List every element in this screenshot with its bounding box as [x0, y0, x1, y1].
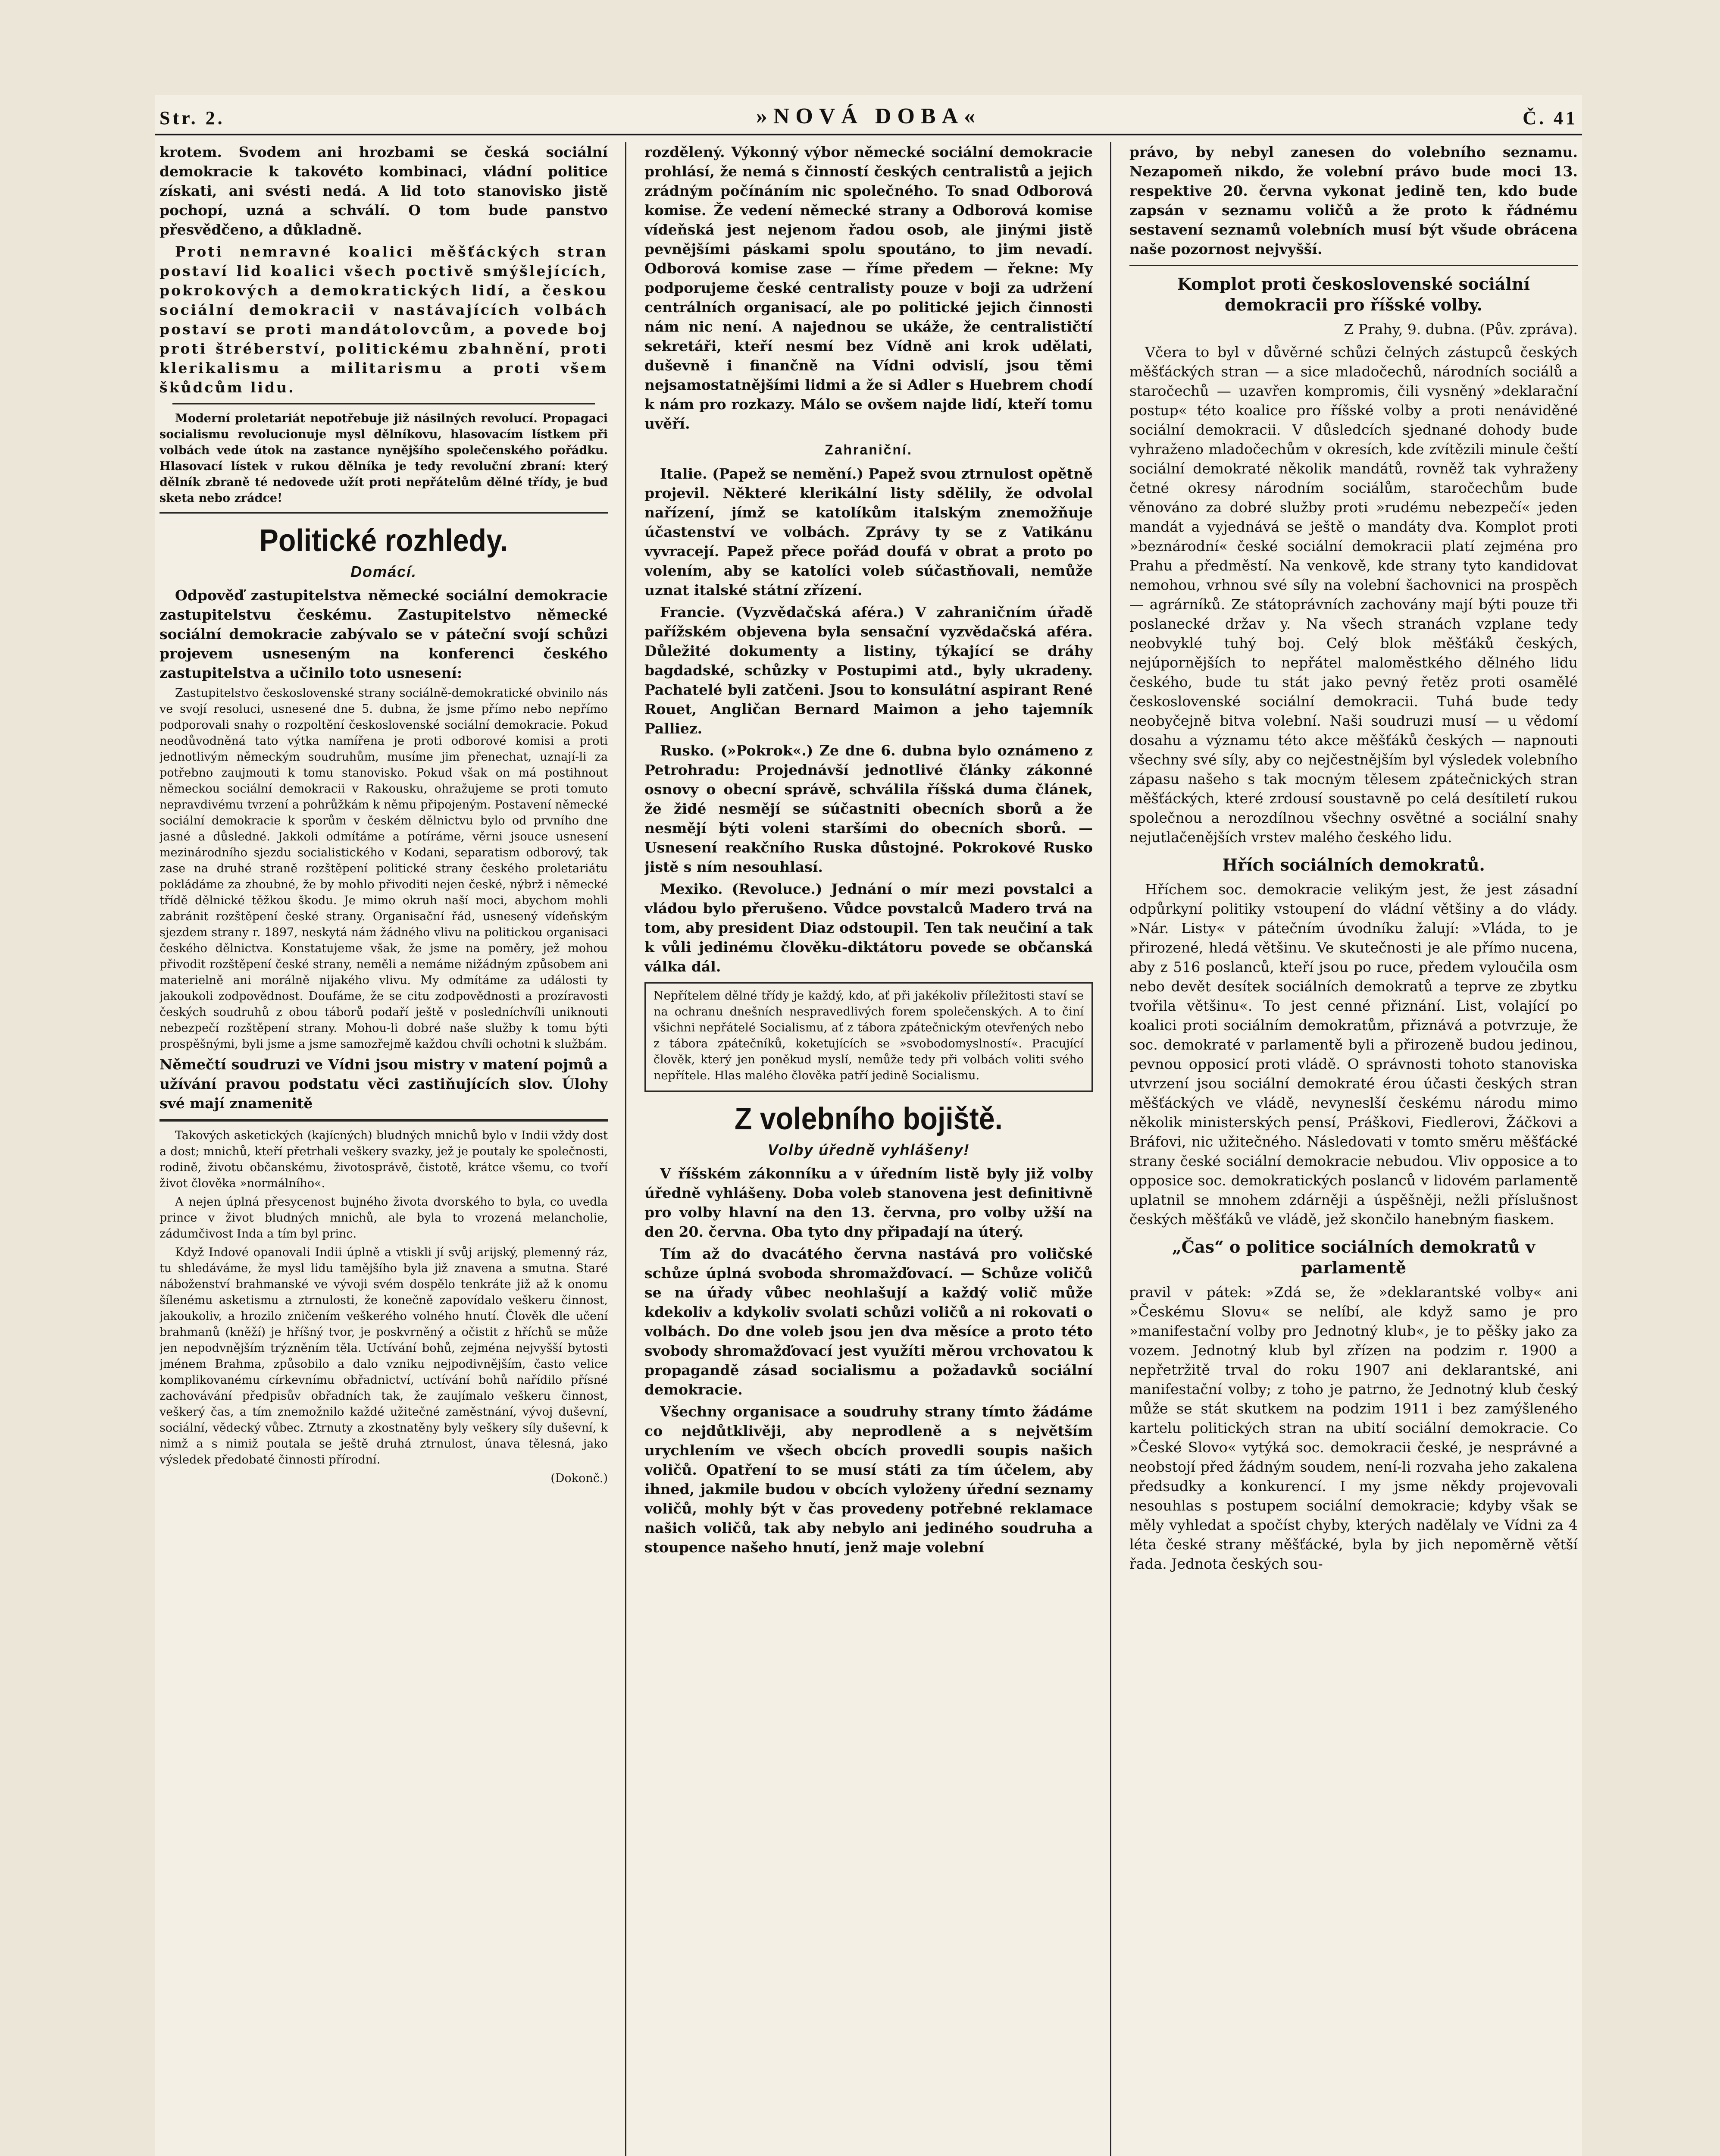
column-3	[1129, 142, 1578, 2156]
closing-paragraph: Němečtí soudruzi ve Vídni jsou mistry v matení pojmů a užívání pravou podstatu věci zastiňujících slov. Úlohy své mají znamenitě	[159, 1056, 608, 1112]
page-number: Str. 2.	[159, 107, 225, 128]
article-heading-hrich: Hřích sociálních demokratů.	[1222, 855, 1485, 874]
column-rule	[625, 142, 626, 2156]
feuilleton-paragraph: Takových asketických (kajícných) bludných mnichů bylo v Indii vždy dost a dost; mnichů, kteří přetrhali veškery svazky, jež je poutaly ke společnosti, rodině, životu občanskému, životosprávě, čistotě, krátce všemu, co tvoří život člověka »normálního«.	[159, 1129, 608, 1190]
page-header	[155, 95, 1582, 135]
notice-box	[644, 982, 1093, 1092]
article-continuation: krotem. Svodem ani hrozbami se česká sociální demokracie k takovéto kombinaci, vládní politice získati, ani svésti nedá. A lid toto stanovisko jistě pochopí, uzná a schválí. O tom bude panstvo přesvědčeno, a důkladně.	[159, 144, 608, 238]
article-continuation: právo, by nebyl zanesen do volebního seznamu. Nezapomeň nikdo, že volební právo bude moci 13. respektive 20. června vykonat jedině ten, kdo bude zapsán v seznamu voličů a že proto k řádnému sestavení seznamů volebních musí být všude obrácena naše pozornost nejvyšší.	[1129, 144, 1578, 257]
divider	[159, 512, 608, 514]
newspaper-page	[155, 95, 1582, 2156]
column-1	[159, 142, 608, 2156]
news-rusko: Rusko. (»Pokrok«.) Ze dne 6. dubna bylo oznámeno z Petrohradu: Projednávší jednotlivé články zákonné osnovy o obecní správě, schválila říšská duma článek, že židé nesmějí se súčastniti obecních sborů a že nesmějí býti voleni staršími do obecních sborů. — Usnesení reakčního Ruska důstojné. Pokrokové Rusko jistě s ním nesouhlasí.	[644, 742, 1093, 875]
resolution-text: Zastupitelstvo československé strany sociálně-demokratické obvinilo nás ve svojí resoluci, usnesené dne 5. dubna, že jsme přímo nebo nepřímo podporovali snahy o rozpoltění československé sociální demokracie. Pokud neodůvodněná tato výtka namířena je proti odborové komisi a proti jednotlivým německým soudruhům, musíme jim přenechat, uznají-li za potřebno zaujmouti k tomu stanovisko. Pokud však on má postihnout německou sociální demokracii v Rakousku, ohražujeme se proti tomuto nepravdivému tvrzení a pohrůžkám k němu připojeným. Postavení německé sociální demokracie k sporům v českém dělnictvu bylo od prvního dne jasné a důsledné. Jakkoli odmítáme a potíráme, věrni jsouce usnesení mezinárodního sjezdu socialistického v Kodani, separatism odborový, tak zase na druhé straně rozštěpení politické strany českého proletariátu pokládáme za zhoubné, že by mohlo přivoditi nejen české, nýbrž i německé třídě dělnické těžkou škodu. Je mimo okruh naší moci, abychom mohli zabránit rozštěpení české strany. Organisační řád, usnesený vídeňským sjezdem strany r. 1897, neskytá nám žádného vlivu na politickou organisaci českého dělnictva. Konstatujeme však, že jsme na poměry, jež mohou přivodit rozštěpení české strany, neměli a nemáme nižádným způsobem ani materielně ani morálně nijakého vlivu. My odmítáme za události ty jakoukoli zodpovědnost. Doufáme, že se citu zodpovědnosti a prozíravosti českých soudruhů z obou táborů podaří ještě v posledníchvíli uniknouti nebezpečí rozštěpení strany. Mohou-li dobré naše služby k tomu býti prospěšnými, byli jsme a jsme samozřejmě každou chvíli ochotni k službám.	[159, 686, 608, 1051]
news-mexiko: Mexiko. (Revoluce.) Jednání o mír mezi povstalci a vládou bylo přerušeno. Vůdce povstalců Madero trvá na tom, aby president Diaz odstoupil. Ten tak neučiní a tak k vůli jedinému člověku-diktátoru povede se občanská válka dál.	[644, 881, 1093, 975]
divider	[1129, 265, 1578, 266]
subheading-domaci: Domácí.	[350, 563, 417, 580]
feuilleton-paragraph: Když Indové opanovali Indii úplně a vtiskli jí svůj arijský, plemenný ráz, tu shledáváme, že mysl lidu tamějšího byla již znavena a smutna. Staré náboženství brahmanské ve vývoji svém dospělo tenkráte již až k onomu šílenému asketismu a ztrnulosti, že konečně zapovídalo veškeru činnost, jakoukoliv, a hrozilo zničením veškerého volného hnutí. Člověk dle učení brahmanů (kněží) je hříšný tvor, je poskvrněný a očistit z hříchů se může jen nepodvnějším trýzněním těla. Uctívání bohů, zejména nejvyšší bytosti jménem Brahma, způsobilo a dalo vzniku nejpodivnějším, často velice komplikovanému církevnímu obřadnictví, uctívání bohů nařídilo přísné zachovávání předpisův obřadních tak, že zaujímalo veškeru činnost, veškerý čas, a tím znemožnilo každé užitečné zaměstnání, vývoj duševní, sociální, vědecký vůbec. Ztrnuty a zkostnatěny byly veškery síly duševní, k nimž a s nimiž poutala se ještě druhá ztrnulost, únava tělesná, jako výsledek předobaté činnosti přírodní.	[159, 1246, 608, 1467]
article-heading-cas: „Čas“ o politice sociálních demokratů v parlamentě	[1172, 1237, 1535, 1277]
news-francie: Francie. (Vyzvědačská aféra.) V zahraničním úřadě pařížském objevena byla sensační vyzvědačská aféra. Důležité dokumenty a listiny, týkající se dráhy bagdadské, schůzky v Postupimi atd., byly ukradeny. Pachatelé byli zatčeni. Jsou to konsulátní aspirant René Rouet, Angličan Bernard Maimon a jeho tajemník Palliez.	[644, 604, 1093, 737]
notice-text: Nepřítelem dělné třídy je každý, kdo, ať při jakékoliv příležitosti staví se na ochranu dnešních nespravedlivých forem společenských. A to činí všichni nepřátelé Socialismu, ať z tábora zpátečnickým otevřených nebo z tábora zpátečníků, koketujících se »svobodomyslností«. Pracující člověk, který jen poněkud myslí, nemůže tedy při volbách voliti svého nepřítele. Hlas malého člověka patří jedině Socialismu.	[654, 989, 1084, 1082]
divider	[172, 403, 595, 404]
section-heading-volebni-bojiste: Z volebního bojiště.	[735, 1102, 1003, 1136]
feuilleton-divider	[159, 1119, 608, 1122]
election-paragraph: V říšském zákonníku a v úředním listě byly již volby úředně vyhlášeny. Doba voleb stanovena jest definitivně pro volby hlavní na den 13. června, pro volby užší na den 20. června. Oba tyto dny připadají na úterý.	[644, 1165, 1093, 1240]
article-cas: pravil v pátek: »Zdá se, že »deklarantské volby« ani »Českému Slovu« se nelíbí, ale když samo je pro »manifestační volby pro Jednotný klub«, je to pěšky jako za vozem. Jednotný klub byl zřízen na podzim r. 1900 a nepřetržitě trval do roku 1907 ani deklarantské, ani manifestační volby; z toho je patrno, že Jednotný klub český může se stát skutkem na podzim 1911 i bez zamýšleného kartelu politických stran na ubití sociální demokracie. Co »České Slovo« vytýká soc. demokracii české, je nesprávné a neobstojí před žádným soudem, není-li rozvaha jeho zakalena předsudky a konkurencí. I my jsme někdy projevovali nesouhlas s postupem sociální demokracie; kdyby však se měly vyhledat a spočíst chyby, kterých nadělaly ve Vídni za 4 léta české strany měšťácké, byla by jich nepoměrně větší řada. Jednota českých sou-	[1129, 1284, 1578, 1572]
quote-box: Moderní proletariát nepotřebuje již násilných revolucí. Propagaci socialismu revolucionuje mysl dělníkovu, hlasovacím lístkem při volbách vede útok na zastance nynějšího společenského pořádku. Hlasovací lístek v rukou dělníka je tedy revoluční zbraní: který dělník zbraně té nedovede užít proti nepřátelům dělné třídy, je buď sketa nebo zrádce!	[159, 412, 608, 505]
article-hrich: Hříchem soc. demokracie velikým jest, že jest zásadní odpůrkyní politiky vstoupení do vládní většiny a do vlády. »Nár. Listy« v pátečním úvodníku žalují: »Vláda, to je přirozené, hledá většinu. Ve skutečnosti je ale přímo nucena, aby z 516 poslanců, kteří jsou po ruce, předem vyloučila osm nebo devět desítek sociálních demokratů a teprve ze zbytku tvořila většinu«. To jest cenné přiznání. List, volající po koalici proti sociálním demokratům, přiznává a potvrzuje, že soc. demokraté v parlamentě byli a přirozeně budou jedinou, pevnou opposicí proti vládě. O správnosti tohoto stanoviska utvrzení jsou sociální demokraté érou účasti českých stran měšťáckých ve vládě, nevyneslší českému národu mimo několik ministerských pensí, Práškovi, Fiedlerovi, Žáčkovi a Bráfovi, nic užitečného. Následovati v tomto směru měšťácké strany české sociální demokracie nebudou. Vliv opposice a to opposice soc. demokratických poslanců v lidovém parlamentě uplatnil se mnohem zdárněji a úspěšněji, nežli příslušnost českých měšťáků ve vládě, jež skončilo hanebným fiaskem.	[1129, 881, 1578, 1228]
subheading-volby-vyhlaseny: Volby úředně vyhlášeny!	[767, 1141, 970, 1159]
lead-paragraph: Odpověď zastupitelstva německé sociální demokracie zastupitelstvu českému. Zastupitelstvo německé sociální demokracie zabývalo se v páteční svojí schůzi projevem usneseným na konferenci českého zastupitelstva a učinilo toto usnesení:	[159, 587, 608, 681]
article-komplot: Včera to byl v důvěrné schůzi čelných zástupců českých měšťáckých stran — a sice mladočechů, národních sociálů a staročechů — uzavřen kompromis, čili vysněný »deklarační postup« této koalice pro říšské volby a proti nenáviděné sociální demokracii. V důsledcích sjednané dohody bude vyhraženo mladočechům v okresích, kde zvítězili minule čeští sociální demokraté několik mandátů, rovněž tak vyhraženy četné okresy národním sociálům, staročechům bude věnováno za dobré služby proti »rudému nebezpečí« jeden mandát a vyjednává se ještě o mandáty dva. Komplot proti »beznárodní« české sociální demokracii platí zejména pro Prahu a předměstí. Na venkově, kde strany tyto kandidovat nemohou, vrhnou své síly na volební šachovnici na prospěch — agrárníků. Ze státoprávních zachovány mají býti pouze tři poslanecké držav y. Na všech stranách vzplane tedy neobvyklé tuhý boj. Celý blok měšťáků českých, nejúpornějších to nepřátel maloměstkého dělného lidu českého, bude tu stát jako pevný řetěz proti osamělé československé sociální demokracii. Tuhá bude tedy neobyčejně bitva volební. Naši soudruzi musí — u vědomí dosahu a významu této akce měšťáků českých — napnouti všechny své síly, aby co nejčestnějším byl výsledek volebního zápasu našeho s tak mocným tělesem zpátečnických stran měšťáckých, které zrdousí soustavně po celá desítiletí rukou společnou a nerozdílnou všechny osvětné a sociální snahy nejutlačenějších vrstev malého českého lidu.	[1129, 344, 1578, 846]
section-heading-politicke-rozhledy: Politické rozhledy.	[259, 523, 508, 558]
article-continuation: rozdělený. Výkonný výbor německé sociální demokracie prohlásí, že nemá s činností českých centralistů a jejich zrádným počínáním nic společného. To snad Odborová komise. Že vedení německé strany a Odborová komise vídeňská jest nejenom řadou osob, ale jinými jistě pevnějšími páskami spolu spoutáno, to jim nevadí. Odborová komise zase — říme předem — řekne: My podporujeme české centralisty pouze v boji za udržení centrálních organisací, ale po politické jejich činnosti nám nic není. A najednou se ukáže, že centralističtí sekretáři, kteří nesmí bez Vídně ani krok udělati, duševně i finančně na Vídni odvislí, jsou těmi nejsamostatnějšími lidmi a že si Adler s Huebrem chodí k nám pro rozkazy. Málo se ovšem najde lidí, kteří tomu uvěří.	[644, 144, 1093, 432]
feuilleton-paragraph: A nejen úplná přesycenost bujného života dvorského to byla, co uvedla prince v život bludných mnichů, ale byla to vrozená melancholie, zádumčivost Inda a tím byl princ.	[159, 1195, 608, 1241]
continued-note: (Dokonč.)	[550, 1472, 608, 1485]
article-heading-komplot: Komplot proti československé sociální demokracii pro říšské volby.	[1177, 274, 1530, 314]
spaced-appeal: Proti nemravné koalici měšťáckých stran postaví lid koalici všech poctivě smýšlejících, pokrokových a demokratických lidí, a českou sociální demokracii v nastávajících volbách postaví se proti mandátolovcům, a povede boj proti štréberství, politickému zbahnění, proti klerikalismu a militarismu a proti všem škůdcům lidu.	[159, 243, 608, 396]
election-paragraph: Tím až do dvacátého června nastává pro voličské schůze úplná svoboda shromažďovací. — Schůze voličů se na úřady vůbec neohlašují a každý volič může kdekoliv a kdykoliv svolati schůzi voličů a ni rokovati o volbách. Do dne voleb jsou jen dva měsíce a proto této svobody shromažďovací jest využíti měrou vrchovatou k propagandě zásad socialismu a požadavků sociální demokracie.	[644, 1245, 1093, 1398]
dateline: Z Prahy, 9. dubna. (Pův. zpráva).	[1344, 321, 1578, 338]
subheading-zahranicni: Zahraniční.	[825, 442, 913, 458]
issue-number: Č. 41	[1523, 107, 1578, 128]
column-rule	[1110, 142, 1111, 2156]
masthead-title: »NOVÁ DOBA«	[756, 104, 982, 128]
column-2	[644, 142, 1093, 2156]
election-paragraph: Všechny organisace a soudruhy strany tímto žádáme co nejdůtklivěji, aby neprodleně a s největším urychlením ve všech obcích provedli soupis našich voličů. Opatření to se musí státi za tím účelem, aby ihned, jakmile budou v obcích vyloženy úřední seznamy voličů, mohly být v čas provedeny potřebné reklamace našich voličů, tak aby nebylo ani jediného soudruha a stoupence našeho hnutí, jenž maje volební	[644, 1403, 1093, 1556]
news-italie: Italie. (Papež se nemění.) Papež svou ztrnulost opětně projevil. Některé klerikální listy sdělily, že odvolal nařízení, jímž se katolíkům italským znemožňuje účastenství ve volbách. Zprávy ty se z Vatikánu vyvracejí. Papež přece pořád doufá v obrat a proto po volením, aby se katolíci voleb súčastňovali, nemůže uznat italské státní zřízení.	[644, 465, 1093, 599]
